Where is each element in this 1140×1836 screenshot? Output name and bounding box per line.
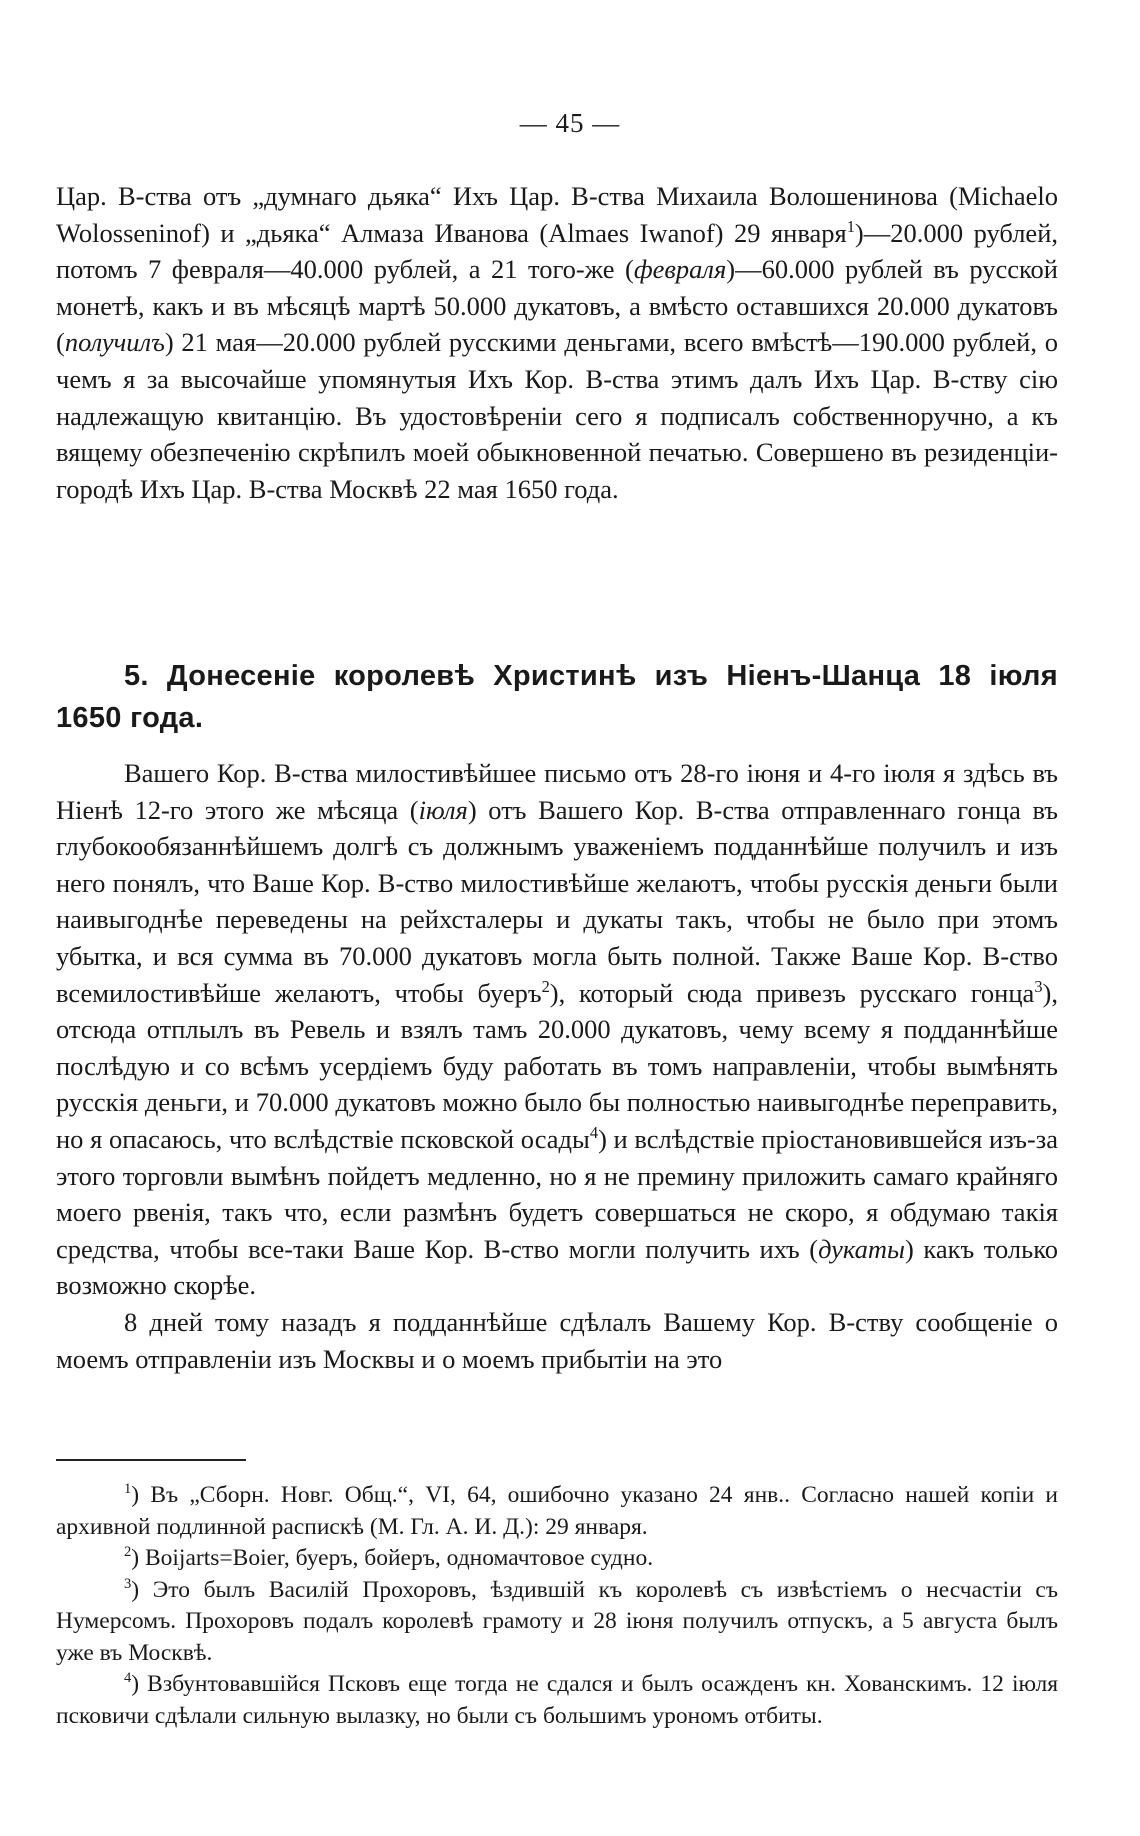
section-heading: 5. Донесеніе королевѣ Христинѣ изъ Ніенъ-Шанца 18 іюля 1650 года. [56, 660, 1058, 734]
footnote-text: ) Взбунтовавшійся Псковъ еще тогда не сдался и былъ осажденъ кн. Хованскимъ. 12 іюля псковичи сдѣлали сильную вылазку, но были съ большимъ урономъ отбиты. [56, 1671, 1058, 1729]
text-run: ), отсюда отплылъ въ Ревель и взялъ тамъ 20.000 дукатовъ, чему всему я подданнѣйше послѣдую и со всѣмъ усердіемъ буду работать въ томъ направленіи, чтобы вымѣнять русскія деньги, и 70.000 дукатовъ можно было бы полностью наивыгоднѣе переправить, но я опасаюсь, что вслѣдствіе псковской осады [56, 977, 1058, 1154]
page-number: — 45 — [519, 108, 621, 138]
report-body [56, 755, 1058, 1377]
text-run: ) отъ Вашего Кор. В-ства отправленнаго гонца въ глубокообязаннѣйшемъ долгѣ съ должнымъ уваженіемъ подданнѣйше получилъ и изъ него понялъ, что Ваше Кор. В-ство милостивѣйше желаютъ, чтобы русскія деньги были наивыгоднѣе переведены на рейхсталеры и дукаты такъ, чтобы не было при этомъ убытка, и вся сумма въ 70.000 дукатовъ могла быть полной. Также Ваше Кор. В-ство всемилостивѣйше желаютъ, чтобы буеръ [56, 794, 1059, 1008]
footnote-number: 2 [124, 1544, 132, 1561]
footnote-1 [56, 1480, 1058, 1543]
footnote-2 [56, 1543, 1058, 1575]
paragraph-letter [56, 755, 1058, 1304]
footnotes [56, 1480, 1058, 1732]
italic-insertion: февраля [633, 254, 727, 285]
footnote-number: 3 [124, 1575, 132, 1592]
text-run: ), который сюда привезъ русскаго гонца [549, 977, 1035, 1008]
footnote-text: ) Boijarts=Boier, буеръ, бойеръ, одномачтовое судно. [131, 1545, 654, 1571]
text-run: ) 21 мая—20.000 рублей русскими деньгами, всего вмѣстѣ—190.000 рублей, о чемъ я за высочайше упомянутыя Ихъ Кор. В-ства этимъ далъ Ихъ Цар. В-ству сію надлежащую квитанцію. Въ удостовѣреніи сего я подписалъ собственноручно, а къ вящему обезпеченію скрѣпилъ моей обыкновенной печатью. Совершено въ резиденціи-городѣ Ихъ Цар. В-ства Москвѣ 22 мая 1650 года. [56, 327, 1058, 504]
footnote-text: ) Это былъ Василій Прохоровъ, ѣздившій къ королевѣ съ извѣстіемъ о несчастіи съ Нумерсомъ. Прохоровъ подалъ королевѣ грамоту и 28 іюня получилъ отпускъ, а 5 августа былъ уже въ Москвѣ. [56, 1576, 1058, 1666]
paragraph-receipt-end [56, 178, 1058, 507]
text-run: Цар. В-ства отъ „думнаго дьяка“ Ихъ Цар. В-ства Михаила Волошенинова (Michaelo Wolosseninof) и „дьяка“ Алмаза Иванова (Almaes Iwanof) 29 января [56, 181, 1058, 248]
footnote-ref: 2 [541, 976, 550, 996]
footnote-separator [56, 1459, 246, 1461]
footnote-ref: 1 [846, 216, 855, 236]
italic-insertion: получилъ [64, 327, 165, 358]
paragraph-continuation: 8 дней тому назадъ я подданнѣйше сдѣлалъ Вашему Кор. В-ству сообщеніе о моемъ отправленіи изъ Москвы и о моемъ прибытіи на это [56, 1306, 1058, 1374]
footnote-number: 4 [124, 1670, 132, 1687]
text-run: ) и вслѣдствіе пріостановившейся изъ-за этого торговли вымѣнъ пойдетъ медленно, но я не премину приложить самаго крайняго моего рвенія, такъ что, если размѣнъ будетъ совершаться не скоро, я обдумаю такія средства, чтобы все-таки Ваше Кор. В-ство могли получить ихъ ( [56, 1123, 1058, 1264]
footnote-3 [56, 1575, 1058, 1670]
text-run: Вашего Кор. В-ства милостивѣйшее письмо отъ 28-го іюня и 4-го іюля я здѣсь въ Ніенѣ 12-го этого же мѣсяца ( [56, 758, 1058, 825]
text-run: )—60.000 рублей въ русской монетѣ, какъ и въ мѣсяцѣ мартѣ 50.000 дукатовъ, а вмѣсто оставшихся 20.000 дукатовъ ( [56, 254, 1058, 358]
italic-insertion: дукаты [818, 1233, 905, 1264]
footnote-number: 1 [124, 1481, 132, 1498]
italic-insertion: іюля [418, 794, 468, 825]
text-run: ) какъ только возможно скорѣе. [56, 1233, 1059, 1301]
footnote-ref: 3 [1034, 976, 1043, 996]
footnote-ref: 4 [589, 1123, 599, 1143]
footnote-text: ) Въ „Сборн. Новг. Общ.“, VI, 64, ошибочно указано 24 янв.. Согласно нашей копіи и архивной подлинной распискѣ (М. Гл. А. И. Д.): 29 января. [56, 1482, 1058, 1540]
text-run: )—20.000 рублей, потомъ 7 февраля—40.000 рублей, а 21 того-же ( [56, 217, 1059, 285]
footnote-4 [56, 1669, 1058, 1732]
